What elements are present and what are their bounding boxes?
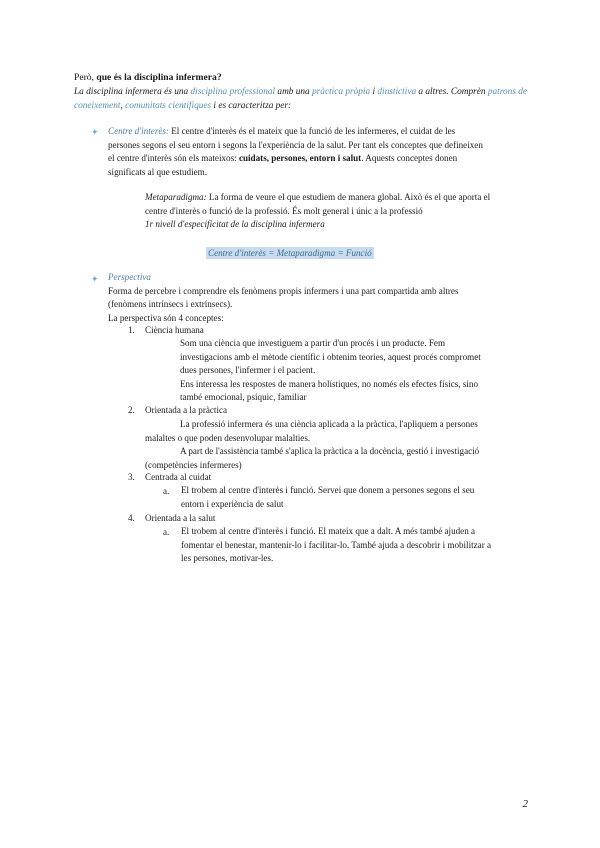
formula-highlight: Centre d'interès = Metaparadigma = Funció [208, 248, 372, 258]
list-sub-letter: a. [163, 527, 170, 537]
list-sub-letter: a. [163, 486, 170, 496]
term-practica-propia: pràctica pròpia [312, 87, 371, 97]
list-item-title: Orientada a la pràctica [145, 405, 228, 415]
metaparadigma-block: Metaparadigma: La forma de veure el que estudiem de manera global. Això és el que aporta el centre d'interès o funció de la professió. És molt general i únic a la professió 1r nivell d'especificitat de la disciplina infermera [145, 192, 491, 230]
list-item-body: El trobem al centre d'interès i funció. El mateix que a dalt. A més també ajuden a fomentar el benestar, mantenir-lo i facilitar-lo. També ajuda a descobrir i mobilitzar a les persones, motivar-les. [181, 526, 492, 564]
list-item-title: Orientada a la salut [145, 513, 216, 523]
list-item-body: El trobem al centre d'interès i funció. Servei que donem a persones segons el seu entorn i experiència de salut [181, 485, 475, 509]
perspectiva-block: Perspectiva Forma de percebre i comprendre els fenòmens propis infermers i una part compartida amb altres (fenòmens intrínsecs i extrínsecs). La perspectiva són 4 conceptes: [108, 271, 540, 325]
list-number: 2. [128, 405, 135, 415]
term-patrons-coneixement: patrons de coneixement [74, 87, 527, 111]
list-item-title: Ciència humana [145, 325, 204, 335]
centre-interes-block: Centre d'interès: El centre d'interès és el mateix que la funció de les infermeres, el cuidat de les persones segons el seu entorn i segons la l'experiència de la salut. Per tant els conceptes que defineixen el centre d'interès són els mateixos: cuidats, persones, entorn i salut. Aquests conceptes donen significats al que estudiem. [108, 126, 483, 177]
list-number: 3. [128, 472, 135, 482]
term-disciplina-professional: disciplina professional [190, 87, 276, 97]
list-number: 1. [128, 325, 135, 335]
term-distintiva: dinstictiva [377, 87, 417, 97]
list-item-title: Centrada al cuidat [145, 472, 212, 482]
bullet-icon: ✦ [91, 274, 99, 284]
bullet-icon: ✦ [91, 127, 99, 137]
section-title: Però, que és la disciplina infermera? [74, 72, 222, 83]
list-item-body: Som una ciència que investiguem a partir d'un procés i un producte. Fem investigacions amb el mètode científic i obtenim teories, aquest procés compromet dues persones, l'infermer i el pacient. Ens interessa les respostes de manera holístiques, no només els efectes físics, sino també emocional, psíquic, familiar [180, 338, 481, 403]
page-number: 2 [522, 798, 528, 810]
term-comunitats-cientifiques: comunitats científiques [125, 100, 212, 111]
list-number: 4. [128, 513, 135, 523]
list-item-body: La professió infermera és una ciència aplicada a la pràctica, l'apliquem a persones malaltes o que poden desenvolupar malalties. A part de l'assistència també s'aplica la pràctica a la docència, gestió i investigació (competències infermeres) [145, 419, 480, 470]
centre-interes-label: Centre d'interès: [108, 126, 169, 136]
metaparadigma-label: Metaparadigma: [145, 192, 207, 202]
perspectiva-label: Perspectiva [108, 272, 151, 282]
intro-paragraph: La disciplina infermera és una disciplina professional amb una pràctica pròpia i dinstictiva a altres. Comprèn patrons de coneixement, comunitats científiques i es caracteritza per: [74, 87, 527, 111]
